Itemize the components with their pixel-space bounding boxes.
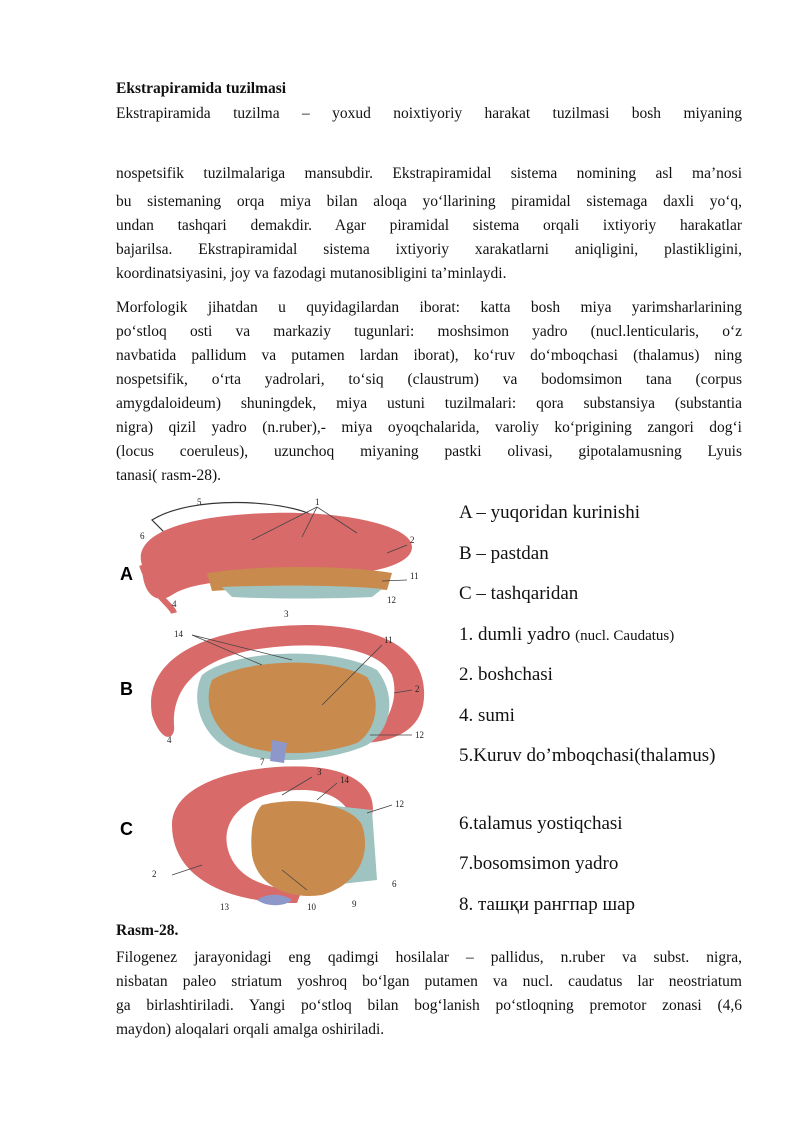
label-number: 10	[307, 902, 316, 912]
paragraph-line: po‘stloq osti va markaziy tugunlari: moshsimon yadro (nucl.lenticularis, o‘z	[116, 323, 742, 340]
section-title: Ekstrapiramida tuzilmasi	[116, 80, 287, 97]
panel-a	[141, 503, 412, 614]
label-number: 14	[174, 629, 183, 639]
label-number: 4	[167, 735, 172, 745]
label-number: 11	[410, 571, 419, 581]
paragraph-3	[116, 946, 742, 1042]
legend-item: 6.talamus yostiqchasi	[459, 812, 623, 834]
paragraph-line: Ekstrapiramida tuzilma – yoxud noixtiyoriy harakat tuzilmasi bosh miyaning	[116, 105, 742, 122]
label-number: 14	[340, 775, 349, 785]
label-number: 4	[172, 599, 177, 609]
paragraph-line: Morfologik jihatdan u quyidagilardan iborat: katta bosh miya yarimsharlarining	[116, 299, 742, 316]
label-number: 6	[392, 879, 397, 889]
paragraph-line: nospetsifik, o‘rta yadrolari, to‘siq (claustrum) va bodomsimon tana (corpus	[116, 371, 742, 388]
paragraph-line: Filogenez jarayonidagi eng qadimgi hosilalar – pallidus, n.ruber va subst. nigra,	[116, 949, 742, 966]
legend-item: 4. sumi	[459, 704, 515, 726]
paragraph-line: undan tashqari demakdir. Agar piramidal sistema orqali ixtiyoriy harakatlar	[116, 217, 742, 234]
label-number: 2	[152, 869, 157, 879]
label-number: 3	[284, 609, 289, 619]
panel-c	[172, 766, 392, 905]
legend-item-text: 1. dumli yadro	[459, 623, 571, 645]
panel-label-c: C	[120, 819, 133, 839]
figure-caption: Rasm-28.	[116, 922, 179, 939]
paragraph-1	[116, 102, 742, 286]
paragraph-line: nisbatan paleo striatum yoshroq bo‘lgan putamen va nucl. caudatus lar neostriatum	[116, 973, 742, 990]
paragraph-line: amygdaloideum) shuningdek, miya ustuni tuzilmalari: qora substansiya (substantia	[116, 395, 742, 412]
paragraph-line: nospetsifik tuzilmalariga mansubdir. Ekstrapiramidal sistema nomining asl ma’nosi	[116, 165, 742, 182]
legend-item: C – tashqaridan	[459, 583, 579, 605]
paragraph-line: ga birlashtiriladi. Yangi po‘stloq bilan bog‘lanish po‘stloqning premotor zonasi (4,6	[116, 997, 742, 1014]
label-number: 2	[415, 684, 420, 694]
label-number: 6	[140, 531, 145, 541]
legend-item: 5.Kuruv do’mboqchasi(thalamus)	[459, 744, 716, 766]
paragraph-line: bu sistemaning orqa miya bilan aloqa yo‘llarining piramidal sistemaga daxli yo‘q,	[116, 193, 742, 210]
paragraph-2	[116, 296, 742, 488]
figure-legend	[459, 500, 749, 932]
label-number: 2	[410, 535, 415, 545]
panel-b	[151, 625, 424, 763]
basal-ganglia-figure	[112, 495, 442, 920]
legend-item-latin: (nucl. Caudatus)	[575, 627, 675, 644]
legend-item: B – pastdan	[459, 542, 549, 564]
paragraph-line: koordinatsiyasini, joy va fazodagi mutanosibligini ta’minlaydi.	[116, 265, 507, 282]
panel-label-a: A	[120, 564, 133, 584]
legend-item: 7.bosomsimon yadro	[459, 853, 619, 875]
paragraph-line: maydon) aloqalari orqali amalga oshiriladi.	[116, 1021, 385, 1038]
label-number: 5	[197, 497, 202, 507]
paragraph-line: navbatida pallidum va putamen lardan iborat), ko‘ruv do‘mboqchasi (thalamus) ning	[116, 347, 742, 364]
label-number: 9	[352, 899, 357, 909]
label-number: 3	[317, 767, 322, 777]
paragraph-line: tanasi( rasm-28).	[116, 467, 222, 484]
paragraph-line: bajarilsa. Ekstrapiramidal sistema ixtiyoriy xarakatlarni aniqligini, plastikligini,	[116, 241, 742, 258]
legend-item: A – yuqoridan kurinishi	[459, 502, 641, 523]
legend-item	[459, 622, 749, 663]
panel-label-b: B	[120, 679, 133, 699]
legend-item: 2. boshchasi	[459, 664, 553, 686]
label-number: 12	[395, 799, 404, 809]
label-number: 13	[220, 902, 229, 912]
paragraph-line: (locus coeruleus), uzunchoq miyaning pastki olivasi, gipotalamusning Lyuis	[116, 443, 742, 460]
paragraph-line: nigra) qizil yadro (n.ruber),- miya oyoqchalarida, varoliy ko‘prigining zangori dog‘i	[116, 419, 742, 436]
legend-item: 8. ташқи рангпар шар	[459, 893, 636, 915]
label-number: 12	[415, 730, 424, 740]
label-number: 1	[315, 497, 320, 507]
anatomy-illustration	[112, 495, 442, 920]
label-number: 7	[260, 757, 265, 767]
label-number: 12	[387, 595, 396, 605]
label-number: 11	[384, 635, 393, 645]
